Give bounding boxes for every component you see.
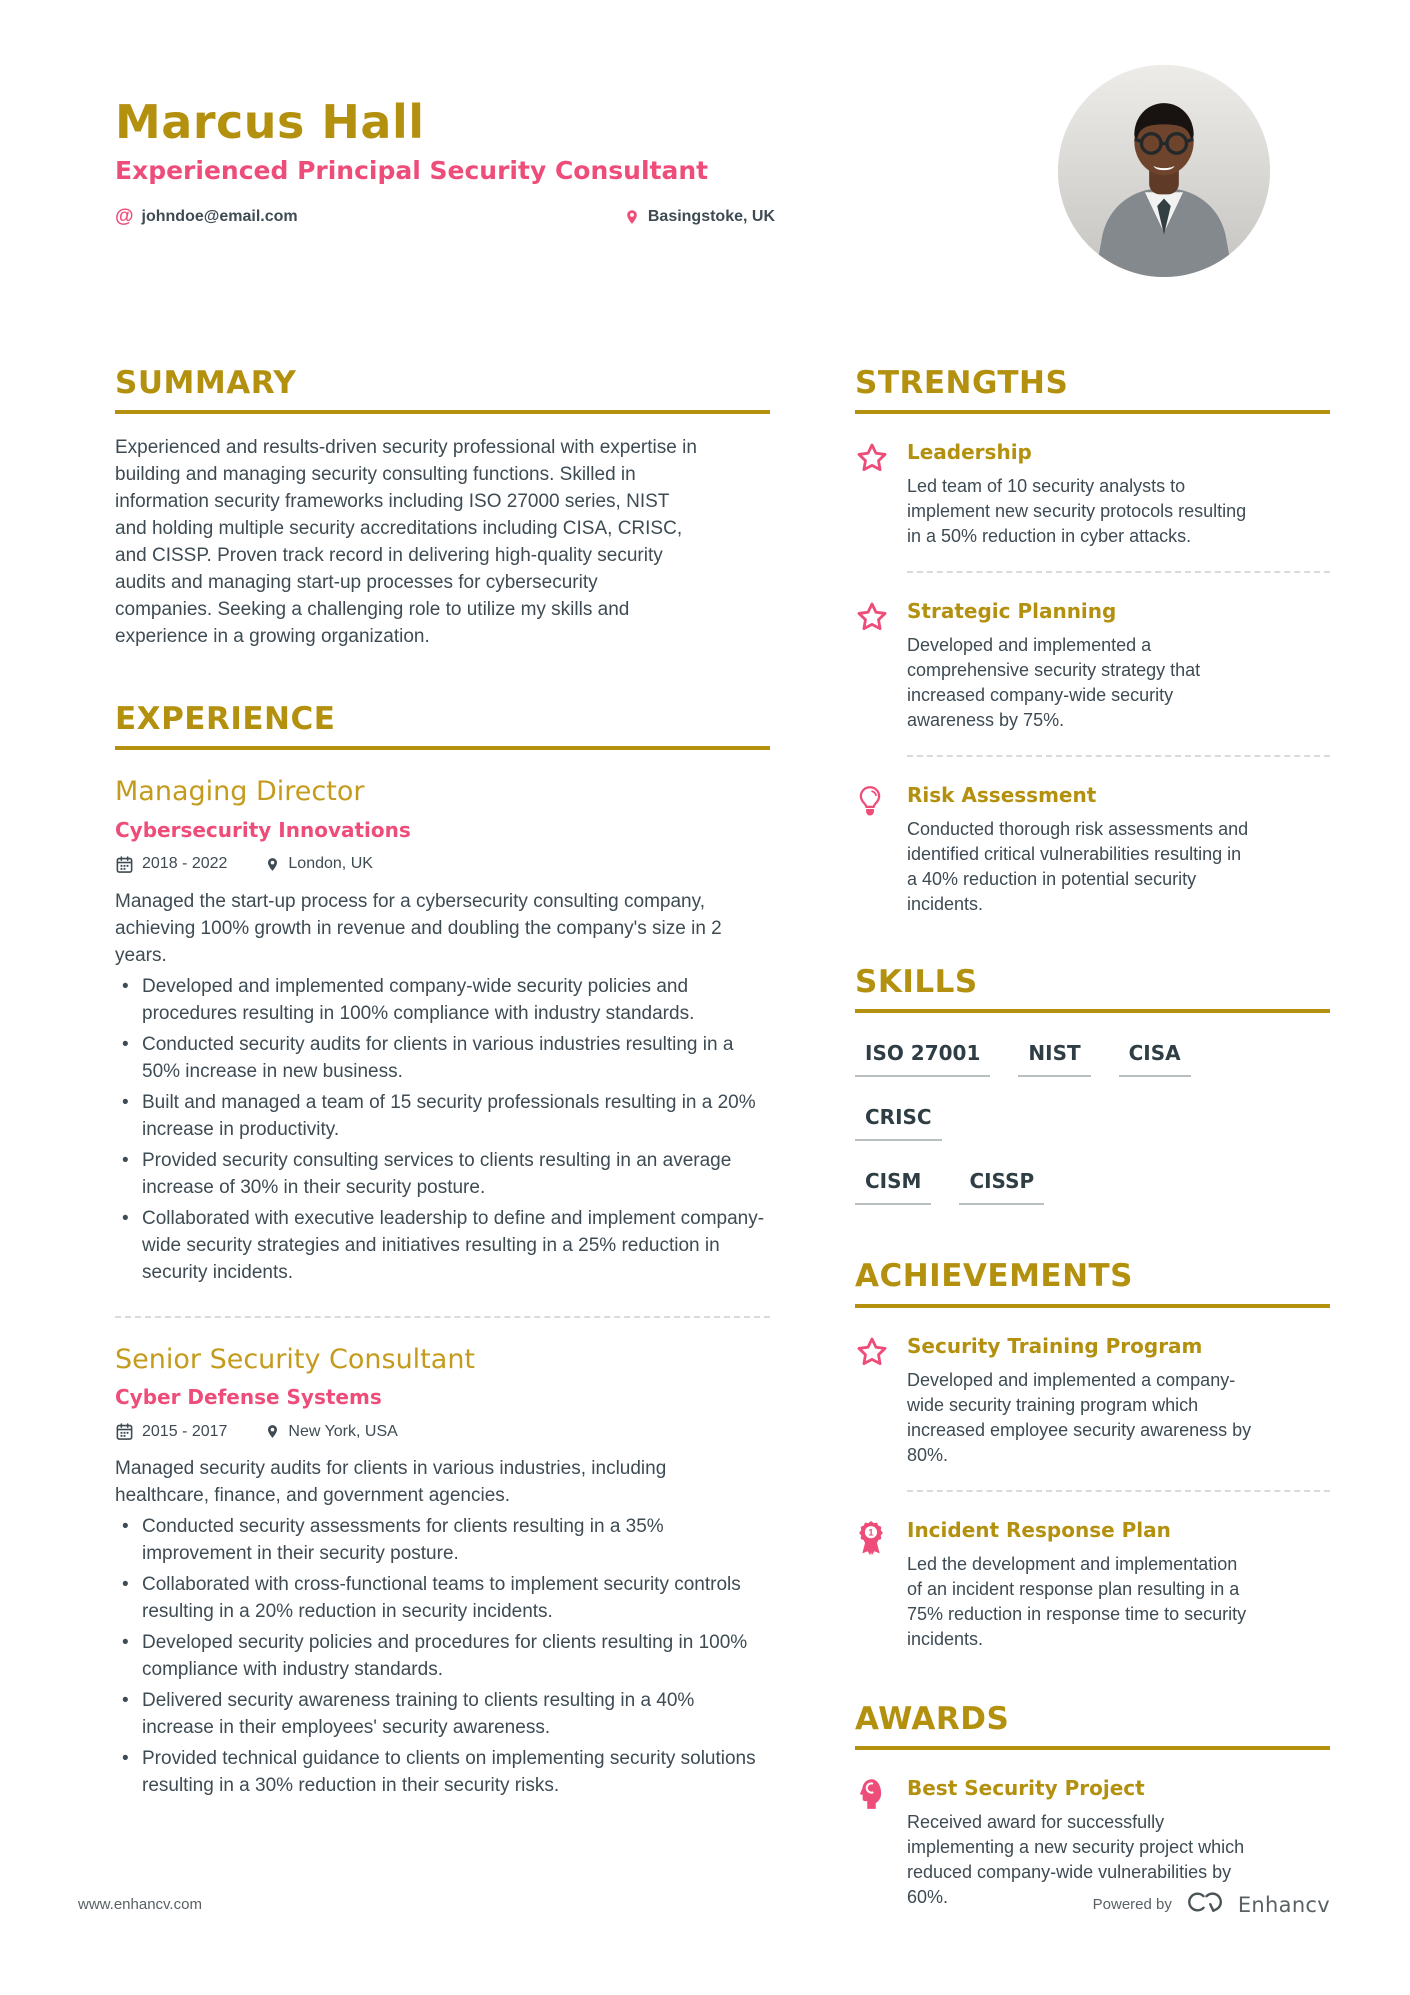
achievement-item — [855, 1334, 1330, 1492]
achievements-section — [855, 1259, 1330, 1651]
job-title: Managing Director — [115, 776, 365, 808]
header — [115, 95, 1330, 228]
enhancv-logo-icon — [1183, 1888, 1227, 1921]
bullet-item: • Provided security consulting services to clients resulting in an average increase of 30% in their security posture. — [115, 1147, 770, 1201]
achievement-item — [855, 1518, 1330, 1652]
at-icon: @ — [115, 206, 134, 228]
job-bullets — [115, 1513, 770, 1799]
experience-heading: EXPERIENCE — [115, 702, 770, 750]
item-divider — [907, 755, 1330, 757]
achievement-title: Incident Response Plan — [907, 1517, 1171, 1542]
location-pin-icon — [624, 207, 640, 227]
strength-item — [855, 783, 1330, 917]
person-name: Marcus Hall — [115, 95, 425, 149]
lightbulb-icon — [855, 783, 891, 917]
job-meta-row — [115, 855, 770, 874]
job-dates: 2015 - 2017 — [142, 1422, 228, 1440]
bullet-item: • Collaborated with cross-functional teams to implement security controls resulting in a 20% reduction in security incidents. — [115, 1571, 770, 1625]
skill-tag: NIST — [1018, 1041, 1090, 1077]
strength-title: Risk Assessment — [907, 783, 1097, 808]
job-company: Cybersecurity Innovations — [115, 817, 411, 842]
job-location-item — [265, 855, 373, 874]
contact-row — [115, 206, 775, 228]
location-item — [624, 207, 775, 227]
summary-heading: SUMMARY — [115, 366, 770, 414]
location-text: Basingstoke, UK — [647, 208, 775, 226]
achievement-title: Security Training Program — [907, 1333, 1203, 1358]
bullet-item: • Conducted security audits for clients in various industries resulting in a 50% increase in new business. — [115, 1031, 770, 1085]
job-company: Cyber Defense Systems — [115, 1385, 382, 1410]
strength-item — [855, 440, 1330, 573]
star-icon — [855, 1334, 891, 1492]
achievements-heading: ACHIEVEMENTS — [855, 1259, 1330, 1307]
job-title: Senior Security Consultant — [115, 1343, 476, 1375]
job-headline: Experienced Principal Security Consultant — [115, 156, 709, 186]
skills-section — [855, 965, 1330, 1233]
skill-tag: CISA — [1119, 1041, 1191, 1077]
footer — [78, 1888, 1330, 1921]
strength-title: Strategic Planning — [907, 599, 1117, 624]
summary-text: Experienced and results-driven security professional with expertise in building and managing security consulting functions. Skilled in information security frameworks including ISO 27000 series, NIST and holding multiple security accreditations including CISA, CRISC, and CISSP. Proven track record in delivering high-quality security audits and managing start-up processes for cybersecurity companies. Seeking a challenging role to utilize my skills and experience in a growing organization. — [115, 437, 697, 648]
email-item — [115, 206, 298, 228]
powered-by-label: Powered by — [1092, 1896, 1172, 1913]
brand-name[interactable]: Enhancv — [1237, 1892, 1330, 1917]
award-title: Best Security Project — [907, 1775, 1145, 1800]
powered-by — [1093, 1888, 1330, 1921]
bullet-item: • Developed security policies and procedures for clients resulting in 100% compliance with industry standards. — [115, 1629, 770, 1683]
bullet-item: • Delivered security awareness training to clients resulting in a 40% increase in their employees' security awareness. — [115, 1687, 770, 1741]
bullet-item: • Collaborated with executive leadership to define and implement company-wide security strategies and initiatives resulting in a 25% reduction in security incidents. — [115, 1205, 770, 1286]
achievement-text: Led the development and implementation of an incident response plan resulting in a 75% reduction in response time to security incidents. — [907, 1553, 1247, 1649]
strength-item — [855, 599, 1330, 757]
svg-text:1: 1 — [868, 1527, 874, 1538]
job-location-item — [265, 1422, 397, 1441]
bullet-item: • Provided technical guidance to clients on implementing security solutions resulting in a 30% reduction in their security risks. — [115, 1745, 770, 1799]
job-bullets — [115, 973, 770, 1286]
awards-heading: AWARDS — [855, 1702, 1330, 1750]
job-location: New York, USA — [288, 1422, 398, 1440]
strength-text: Led team of 10 security analysts to implement new security protocols resulting in a 50% reduction in cyber attacks. — [907, 476, 1247, 547]
job-description: Managed security audits for clients in various industries, including healthcare, finance, and government agencies. — [115, 1458, 667, 1507]
skill-tag: CISM — [855, 1169, 931, 1205]
location-pin-icon — [265, 855, 280, 874]
job-dates-item — [115, 1422, 227, 1441]
bullet-item: • Developed and implemented company-wide security policies and procedures resulting in 100% compliance with industry standards. — [115, 973, 770, 1027]
award-text: Received award for successfully implementing a new security project which reduced company-wide vulnerabilities by 60%. — [907, 1811, 1245, 1907]
job-entry — [115, 776, 770, 1285]
job-meta-row — [115, 1422, 770, 1441]
avatar-illustration — [1058, 65, 1270, 277]
skill-tag: CRISC — [855, 1105, 942, 1141]
strengths-section — [855, 366, 1330, 917]
email-text: johndoe@email.com — [141, 208, 298, 226]
job-dates: 2018 - 2022 — [142, 855, 228, 873]
awards-section — [855, 1702, 1330, 1910]
job-location: London, UK — [288, 855, 373, 873]
skill-tag: ISO 27001 — [855, 1041, 990, 1077]
medal-icon — [855, 1518, 891, 1652]
calendar-icon — [115, 855, 134, 874]
profile-photo — [1058, 65, 1270, 277]
job-dates-item — [115, 855, 227, 874]
job-entry — [115, 1344, 770, 1799]
skills-tags — [855, 1041, 1330, 1233]
strengths-heading: STRENGTHS — [855, 366, 1330, 414]
calendar-icon — [115, 1422, 134, 1441]
star-icon — [855, 599, 891, 757]
skill-tag: CISSP — [959, 1169, 1044, 1205]
job-description: Managed the start-up process for a cybersecurity consulting company, achieving 100% growth in revenue and doubling the company's size in 2 years. — [115, 890, 722, 966]
experience-section — [115, 702, 770, 1799]
star-icon — [855, 440, 891, 573]
achievement-text: Developed and implemented a company-wide security training program which increased employee security awareness by 80%. — [907, 1369, 1252, 1465]
bullet-item: • Built and managed a team of 15 security professionals resulting in a 20% increase in productivity. — [115, 1089, 770, 1143]
strength-text: Conducted thorough risk assessments and identified critical vulnerabilities resulting in a 40% reduction in potential security incidents. — [907, 819, 1249, 915]
bullet-item: • Conducted security assessments for clients resulting in a 35% improvement in their security posture. — [115, 1513, 770, 1567]
location-pin-icon — [265, 1422, 280, 1441]
skills-heading: SKILLS — [855, 965, 1330, 1013]
summary-section — [115, 366, 770, 650]
jobs-divider — [115, 1316, 770, 1318]
item-divider — [907, 1490, 1330, 1492]
strength-text: Developed and implemented a comprehensive security strategy that increased company-wide security awareness by 75%. — [907, 635, 1201, 731]
site-link[interactable]: www.enhancv.com — [78, 1896, 202, 1913]
item-divider — [907, 571, 1330, 573]
strength-title: Leadership — [907, 440, 1032, 465]
